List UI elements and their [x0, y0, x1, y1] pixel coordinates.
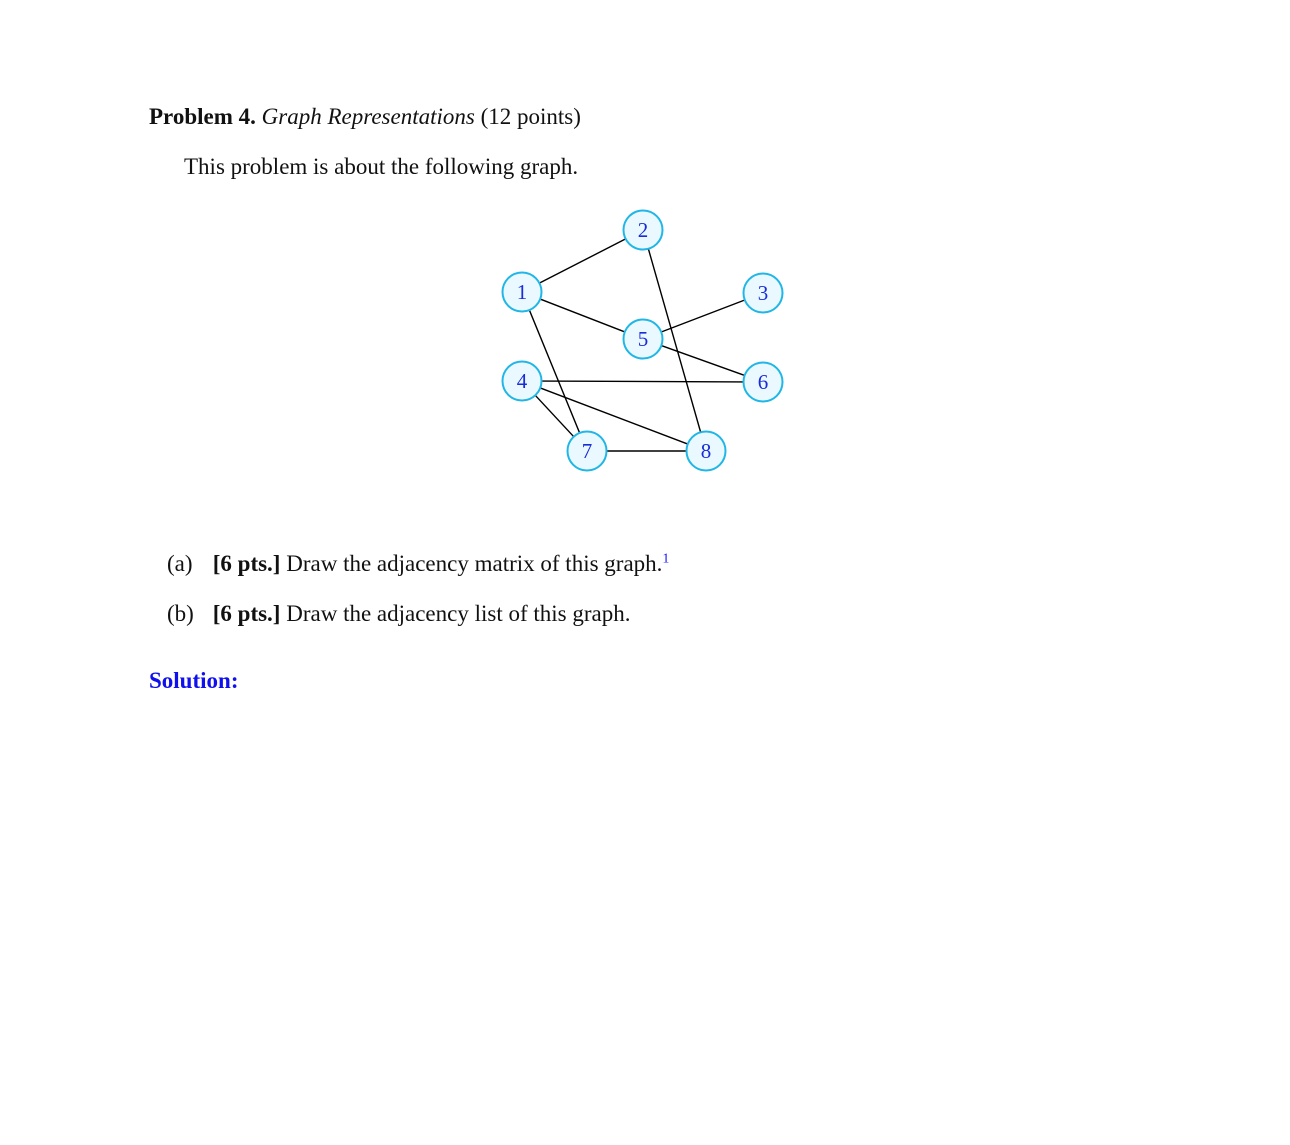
edge-3-5	[661, 300, 745, 332]
edge-4-6	[541, 381, 743, 382]
node-4	[503, 362, 542, 401]
part-b-label: (b)	[167, 601, 194, 626]
edge-5-6	[661, 346, 744, 376]
edge-1-5	[540, 299, 625, 332]
graph-nodes	[503, 211, 783, 471]
footnote-marker[interactable]: 1	[662, 551, 670, 567]
edge-4-8	[540, 388, 688, 444]
node-1-label: 1	[516, 280, 528, 304]
node-2	[624, 211, 663, 250]
part-b	[167, 601, 630, 627]
node-5-label: 5	[637, 327, 649, 351]
problem-number: Problem 4.	[149, 104, 256, 129]
problem-points: (12 points)	[480, 104, 581, 129]
node-7	[568, 432, 607, 471]
part-b-points: [6 pts.]	[212, 601, 281, 626]
part-a-points: [6 pts.]	[212, 551, 281, 576]
node-7-label: 7	[581, 439, 593, 463]
node-6-label: 6	[757, 370, 769, 394]
node-4-label: 4	[516, 369, 528, 393]
node-8	[687, 432, 726, 471]
problem-intro: This problem is about the following graph.	[184, 154, 579, 179]
part-a-label: (a)	[167, 551, 193, 576]
part-a	[167, 551, 669, 577]
solution-label: Solution:	[149, 668, 239, 693]
edge-4-7	[535, 395, 573, 436]
node-8-label: 8	[700, 439, 712, 463]
node-1	[503, 273, 542, 312]
node-3	[744, 274, 783, 313]
problem-title: Graph Representations	[261, 104, 475, 129]
node-5	[624, 320, 663, 359]
part-a-text: Draw the adjacency matrix of this graph.	[286, 551, 663, 576]
edge-1-2	[539, 239, 625, 283]
part-b-text: Draw the adjacency list of this graph.	[286, 601, 631, 626]
node-3-label: 3	[757, 281, 769, 305]
node-2-label: 2	[637, 218, 649, 242]
node-6	[744, 363, 783, 402]
